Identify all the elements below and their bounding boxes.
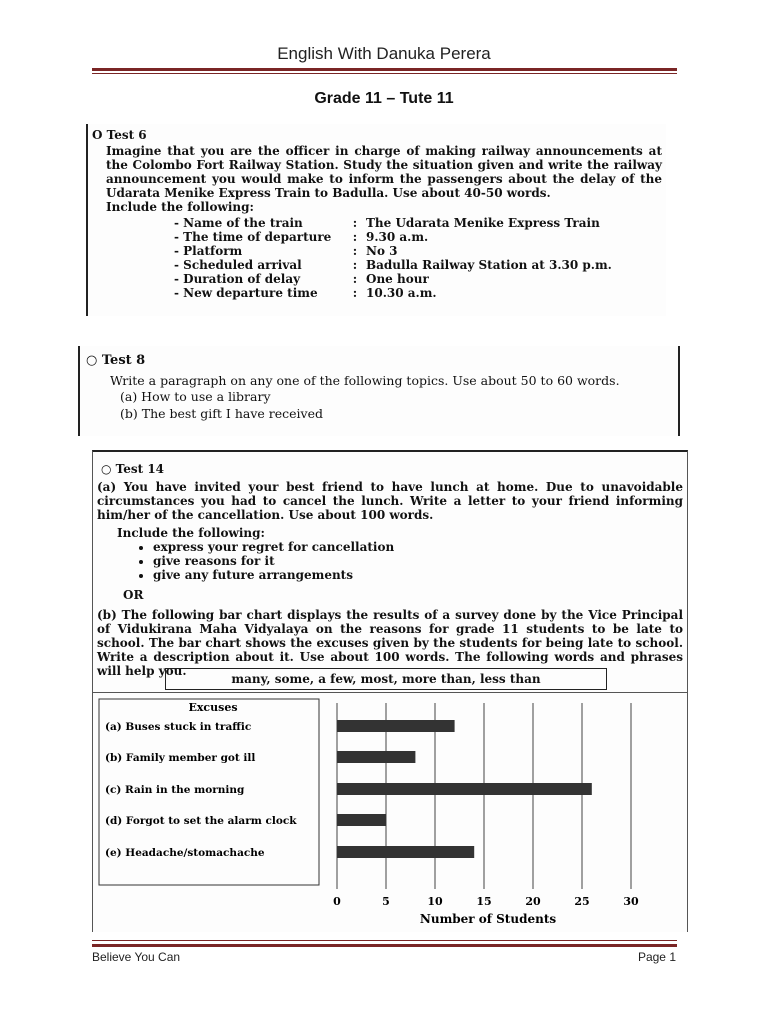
category-label: (a) Buses stuck in traffic: [105, 721, 252, 733]
category-label: (c) Rain in the morning: [105, 784, 245, 796]
category-label: (b) Family member got ill: [105, 752, 256, 764]
test14-block: [92, 450, 688, 932]
phrase-box: many, some, a few, most, more than, less than: [165, 668, 607, 690]
header-rule: [92, 68, 677, 71]
category-label: (d) Forgot to set the alarm clock: [105, 815, 297, 827]
tick-label: 5: [382, 895, 390, 908]
list-item: - New departure time : 10.30 a.m.: [174, 286, 437, 300]
bar: [337, 720, 455, 732]
list-item: - Platform : No 3: [174, 244, 398, 258]
tick-label: 0: [333, 895, 341, 908]
test14-bullets: [137, 540, 394, 582]
tick-label: 10: [427, 895, 443, 908]
chart-area: [93, 692, 687, 933]
x-axis-label: Number of Students: [419, 912, 557, 926]
header-rule-thin: [92, 73, 677, 74]
test14-include-label: Include the following:: [117, 526, 265, 540]
test14-part-b: (b) The following bar chart displays the results of a survey done by the Vice Principal of Vidukirana Maha Vidyalaya on the reasons for grade 11 students to be late to school. The bar chart shows the excuses given by the students for being late to school. Write a description about it. Use about 100 words. The following words and phrases will help you.: [97, 608, 683, 678]
list-item: - Scheduled arrival : Badulla Railway Station at 3.30 p.m.: [174, 258, 612, 272]
category-label: (e) Headache/stomachache: [105, 847, 265, 859]
tick-label: 20: [525, 895, 541, 908]
test8-instructions: Write a paragraph on any one of the following topics. Use about 50 to 60 words.: [110, 373, 620, 388]
footer-left: Believe You Can: [92, 950, 181, 964]
bar: [337, 846, 474, 858]
tick-label: 15: [476, 895, 492, 908]
list-item: • give reasons for it: [153, 554, 394, 568]
test6-heading: O Test 6: [92, 128, 147, 142]
bar: [337, 814, 386, 826]
lesson-title: Grade 11 – Tute 11: [314, 90, 454, 107]
bar-chart: [93, 693, 687, 931]
test6-block: [86, 124, 666, 316]
bar: [337, 751, 415, 763]
or-label: OR: [123, 588, 144, 602]
test8-option-b: (b) The best gift I have received: [120, 406, 323, 421]
test6-instructions: Imagine that you are the officer in charge of making railway announcements at the Colombo Fort Railway Station. Study the situation given and write the railway announcement you would make to inform the passengers about the delay of the Udarata Menike Express Train to Badulla. Use about 40-50 words.: [106, 144, 662, 200]
page-number: Page 1: [637, 950, 676, 964]
test6-details-list: [174, 216, 664, 300]
test14-part-a: (a) You have invited your best friend to have lunch at home. Due to unavoidable circumstances you had to cancel the lunch. Write a letter to your friend informing him/her of the cancellation. Use about 100 words.: [97, 480, 683, 522]
bar: [337, 783, 592, 795]
list-item: • give any future arrangements: [153, 568, 394, 582]
test6-include-label: Include the following:: [106, 200, 254, 214]
tick-label: 30: [623, 895, 639, 908]
test14-heading: ○ Test 14: [101, 462, 165, 476]
list-item: - Name of the train : The Udarata Menike Express Train: [174, 216, 600, 230]
test8-block: [78, 346, 680, 436]
tick-label: 25: [574, 895, 590, 908]
test8-option-a: (a) How to use a library: [120, 389, 271, 404]
footer-rule-thin: [92, 940, 677, 941]
chart-title: Excuses: [188, 701, 238, 714]
site-title: English With Danuka Perera: [277, 44, 491, 63]
list-item: - Duration of delay : One hour: [174, 272, 429, 286]
footer-rule: [92, 944, 677, 947]
list-item: - The time of departure : 9.30 a.m.: [174, 230, 429, 244]
list-item: • express your regret for cancellation: [153, 540, 394, 554]
test8-heading: ○ Test 8: [86, 353, 146, 368]
